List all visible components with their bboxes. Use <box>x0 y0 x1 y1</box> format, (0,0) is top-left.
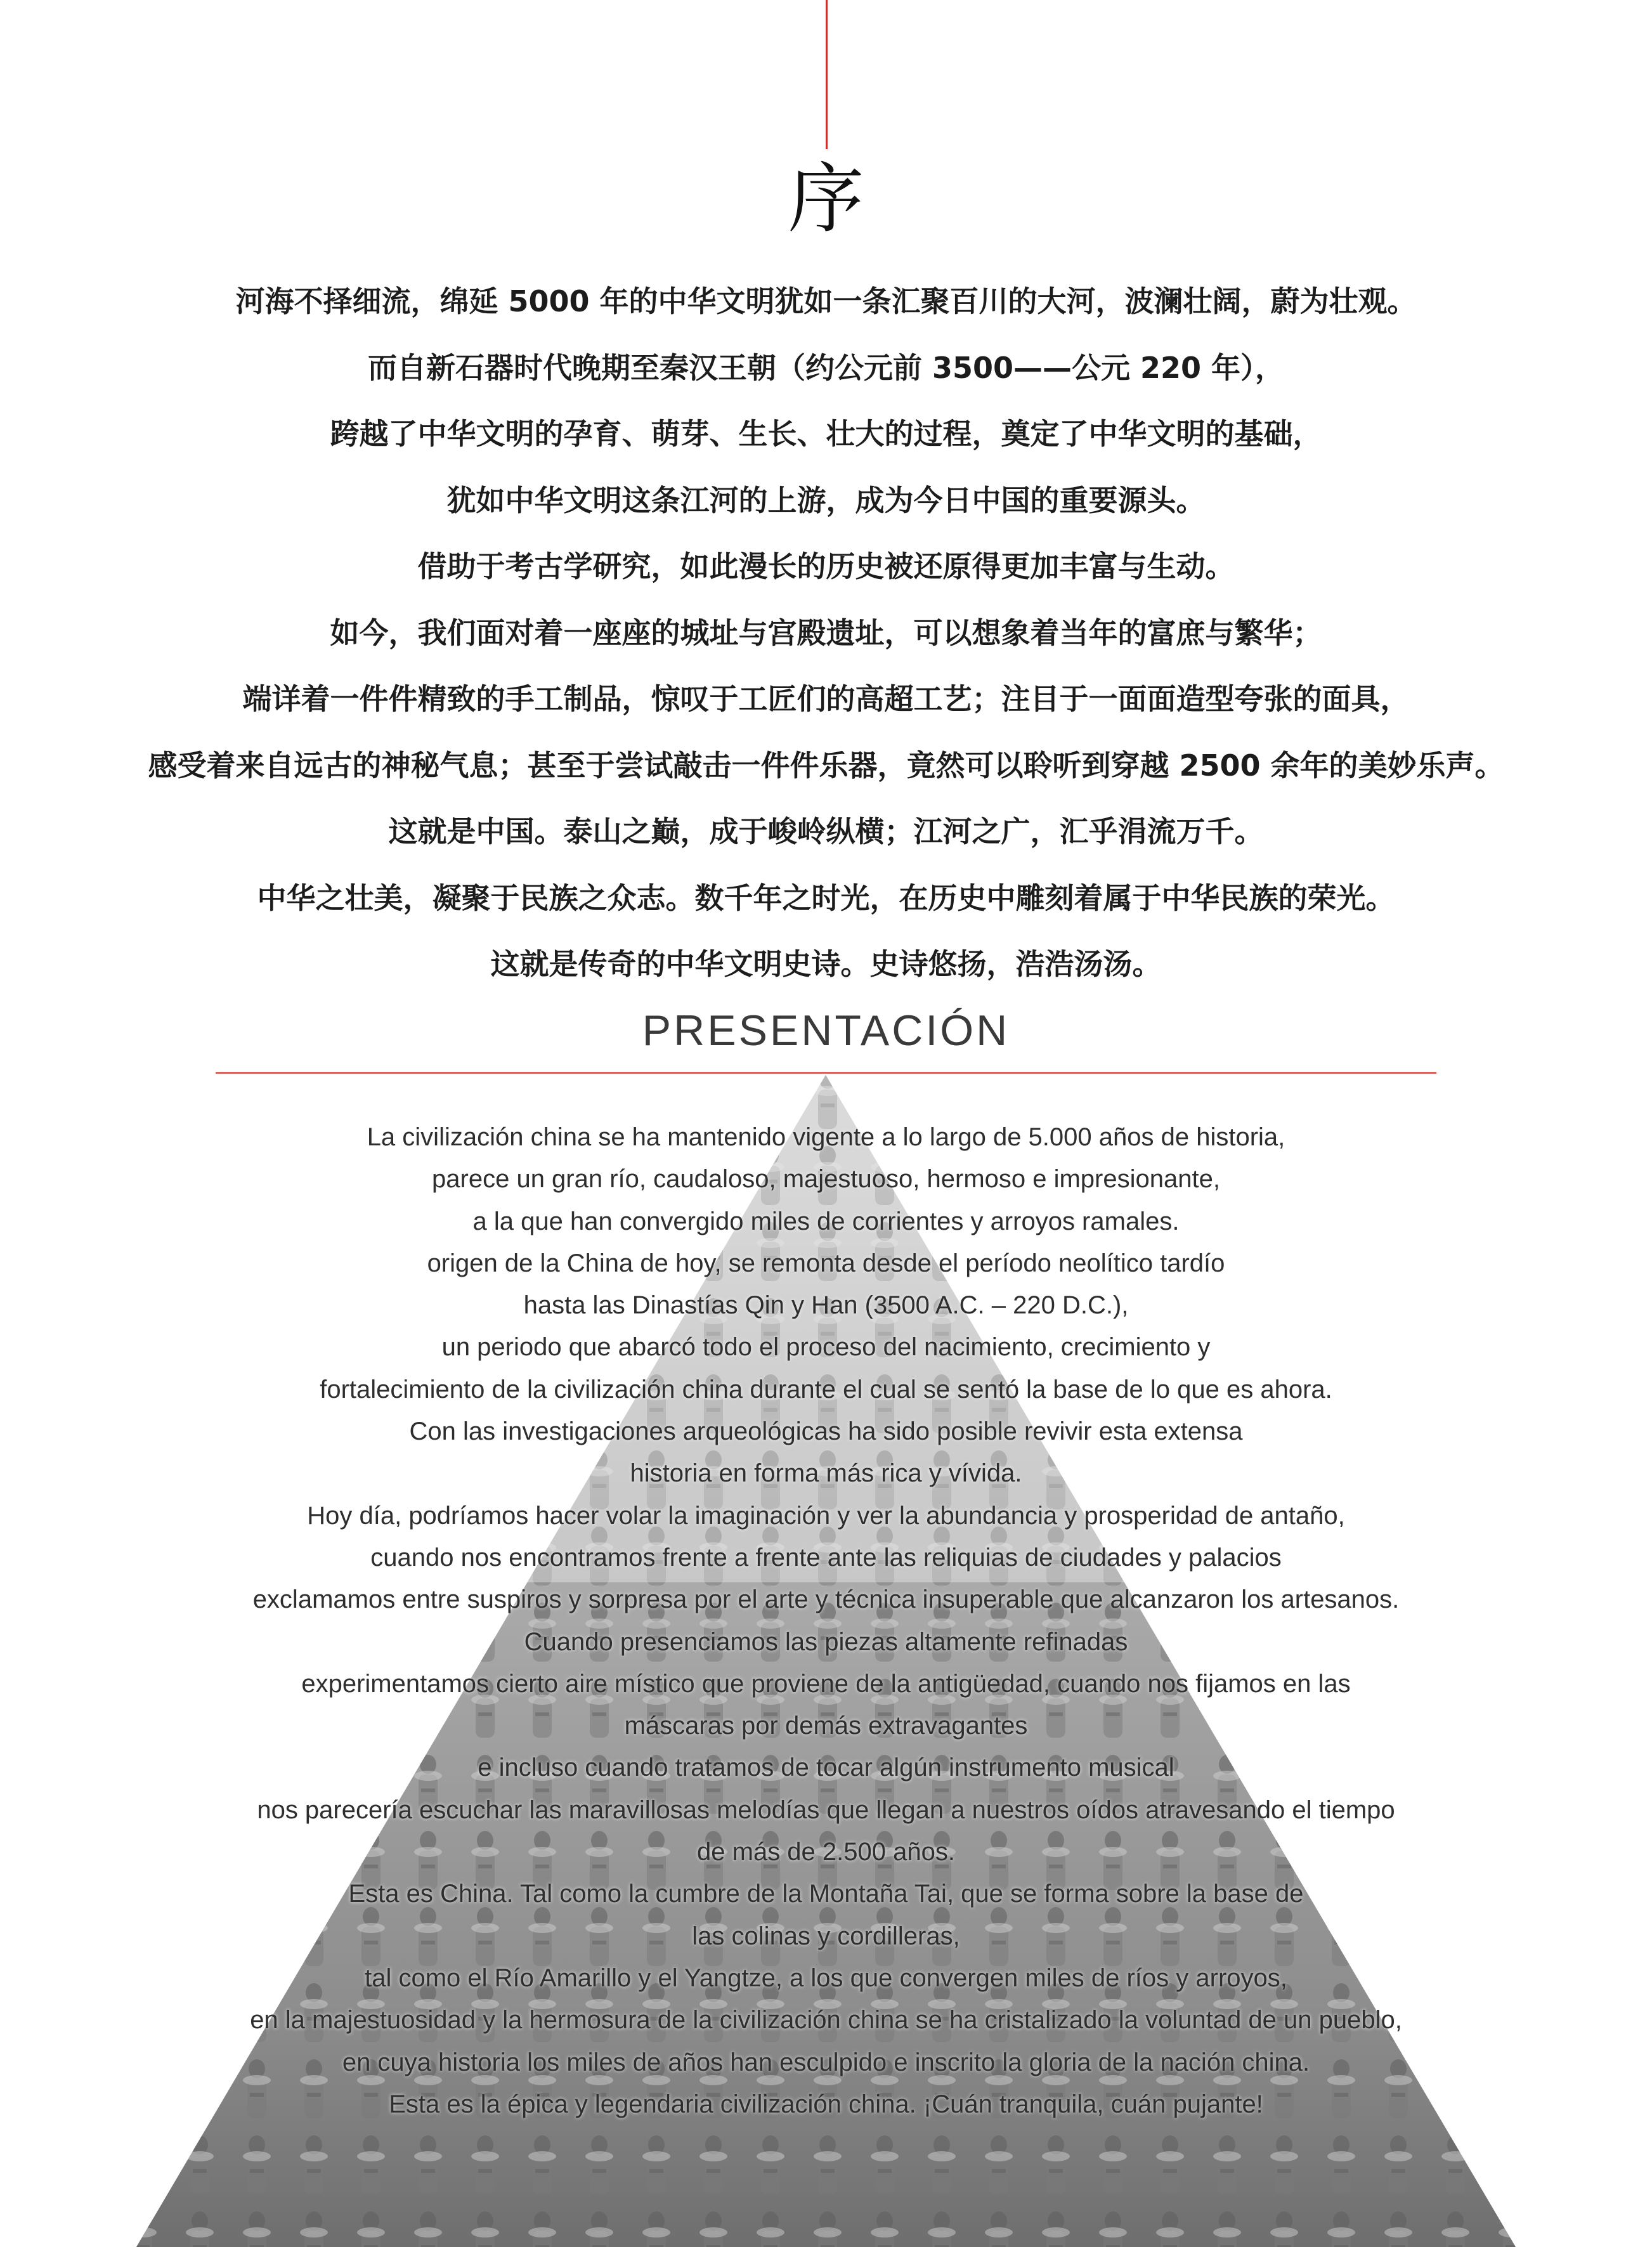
preface-line: 这就是传奇的中华文明史诗。史诗悠扬，浩浩汤汤。 <box>490 947 1162 981</box>
presentation-line: Con las investigaciones arqueológicas ha sido posible revivir esta extensa <box>409 1417 1243 1446</box>
preface-line: 这就是中国。泰山之巅，成于峻岭纵横；江河之广，汇乎涓流万千。 <box>388 814 1264 849</box>
presentation-line: en la majestuosidad y la hermosura de la civilización china se ha cristalizado la voluntad de un pueblo, <box>250 2006 1402 2035</box>
preface-line: 而自新石器时代晚期至秦汉王朝（约公元前 3500——公元 220 年）， <box>367 350 1285 385</box>
presentation-line: parece un gran río, caudaloso, majestuoso, hermoso e impresionante, <box>432 1165 1220 1194</box>
presentation-text <box>0 1116 1652 2125</box>
presentation-line: La civilización china se ha mantenido vigente a lo largo de 5.000 años de historia, <box>367 1123 1285 1151</box>
presentation-line: e incluso cuando tratamos de tocar algún instrumento musical <box>478 1754 1174 1782</box>
presentation-line: experimentamos cierto aire místico que proviene de la antigüedad, cuando nos fijamos en las <box>301 1669 1351 1698</box>
preface-line: 借助于考古学研究，如此漫长的历史被还原得更加丰富与生动。 <box>417 549 1235 583</box>
presentation-line: Esta es China. Tal como la cumbre de la Montaña Tai, que se forma sobre la base de <box>348 1880 1304 1908</box>
presentation-line: nos parecería escuchar las maravillosas melodías que llegan a nuestros oídos atravesando el tiempo <box>257 1795 1395 1824</box>
presentation-line: exclamamos entre suspiros y sorpresa por el arte y técnica insuperable que alcanzaron los artesanos. <box>252 1586 1400 1614</box>
presentation-line: las colinas y cordilleras, <box>692 1922 960 1950</box>
presentation-line: Hoy día, podríamos hacer volar la imaginación y ver la abundancia y prosperidad de antaño, <box>307 1501 1345 1530</box>
preface-line: 端详着一件件精致的手工制品，惊叹于工匠们的高超工艺；注目于一面面造型夸张的面具， <box>242 682 1410 716</box>
preface-line: 中华之壮美，凝聚于民族之众志。数千年之时光，在历史中雕刻着属于中华民族的荣光。 <box>257 880 1395 915</box>
presentation-line: máscaras por demás extravagantes <box>624 1712 1028 1740</box>
preface-line: 犹如中华文明这条江河的上游，成为今日中国的重要源头。 <box>446 483 1206 518</box>
presentation-line: origen de la China de hoy, se remonta desde el período neolítico tardío <box>427 1249 1225 1277</box>
preface-line: 感受着来自远古的神秘气息；甚至于尝试敲击一件件乐器，竟然可以聆听到穿越 2500 余年的美妙乐声。 <box>148 748 1504 783</box>
presentation-line: tal como el Río Amarillo y el Yangtze, a los que convergen miles de ríos y arroyos, <box>365 1964 1287 1992</box>
preface-line: 跨越了中华文明的孕育、萌芽、生长、壮大的过程，奠定了中华文明的基础， <box>330 417 1322 451</box>
presentation-line: Cuando presenciamos las piezas altamente refinadas <box>524 1627 1128 1656</box>
preface-title: 序 <box>788 155 864 244</box>
presentation-line: fortalecimiento de la civilización china durante el cual se sentó la base de lo que es ahora. <box>320 1375 1332 1404</box>
presentation-line: a la que han convergido miles de corrientes y arroyos ramales. <box>472 1207 1180 1235</box>
presentation-line: Esta es la épica y legendaria civilización china. ¡Cuán tranquila, cuán pujante! <box>389 2090 1263 2118</box>
presentation-line: hasta las Dinastías Qin y Han (3500 A.C. – 220 D.C.), <box>523 1291 1129 1320</box>
preface-line: 河海不择细流，绵延 5000 年的中华文明犹如一条汇聚百川的大河，波澜壮阔，蔚为壮观。 <box>235 284 1417 318</box>
presentation-line: un periodo que abarcó todo el proceso del nacimiento, crecimiento y <box>441 1333 1211 1362</box>
presentation-line: historia en forma más rica y vívida. <box>630 1459 1022 1488</box>
preface-line: 如今，我们面对着一座座的城址与宫殿遗址，可以想象着当年的富庶与繁华； <box>330 615 1322 650</box>
presentation-heading: PRESENTACIÓN <box>642 1006 1010 1055</box>
presentation-line: de más de 2.500 años. <box>697 1838 955 1866</box>
presentation-line: cuando nos encontramos frente a frente ante las reliquias de ciudades y palacios <box>370 1543 1282 1572</box>
presentation-line: en cuya historia los miles de años han esculpido e inscrito la gloria de la nación china. <box>342 2048 1310 2076</box>
